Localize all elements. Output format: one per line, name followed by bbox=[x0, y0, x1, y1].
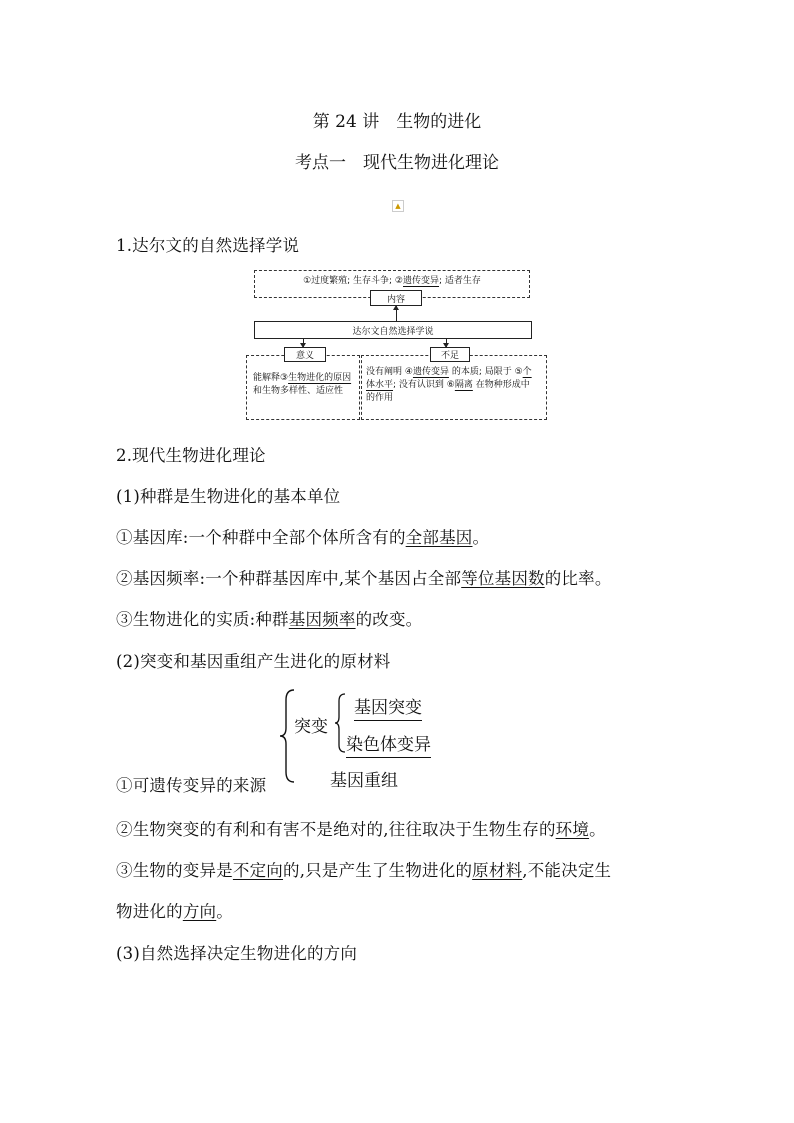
diagram-top-box: ①过度繁殖; 生存斗争; ②遗传变异; 适者生存 bbox=[254, 270, 530, 298]
point-1: (1)种群是生物进化的基本单位 bbox=[116, 487, 341, 506]
brace-gene-mutation: 基因突变 bbox=[354, 693, 422, 721]
diagram-meaning-label: 意义 bbox=[284, 347, 326, 362]
point-2: (2)突变和基因重组产生进化的原材料 bbox=[116, 652, 391, 671]
diagram-content-box: 内容 bbox=[370, 290, 422, 306]
point-2-1: ①可遗传变异的来源 bbox=[116, 776, 267, 795]
heading-darwin: 1.达尔文的自然选择学说 bbox=[116, 236, 300, 255]
diagram-meaning-box: 能解释③生物进化的原因 和生物多样性、适应性 bbox=[246, 355, 360, 420]
diagram-main-box: 达尔文自然选择学说 bbox=[254, 321, 532, 339]
lecture-title: 第 24 讲 生物的进化 bbox=[312, 112, 482, 132]
section-title: 考点一 现代生物进化理论 bbox=[295, 153, 499, 173]
point-1-1: ①基因库:一个种群中全部个体所含有的全部基因。 bbox=[116, 528, 490, 547]
diagram-shortcoming-label: 不足 bbox=[430, 347, 470, 362]
point-2-3: ③生物的变异是不定向的,只是产生了生物进化的原材料,不能决定生 bbox=[116, 861, 612, 880]
brace-mutation: 突变 bbox=[294, 717, 328, 737]
heading-modern-theory: 2.现代生物进化理论 bbox=[116, 446, 266, 465]
point-3: (3)自然选择决定生物进化的方向 bbox=[116, 944, 358, 963]
point-2-3-cont: 物进化的方向。 bbox=[116, 902, 233, 921]
brace-chromosome-variation: 染色体变异 bbox=[346, 730, 431, 758]
point-2-2: ②生物突变的有利和有害不是绝对的,往往取决于生物生存的环境。 bbox=[116, 820, 606, 839]
point-1-2: ②基因频率:一个种群基因库中,某个基因占全部等位基因数的比率。 bbox=[116, 569, 612, 588]
embedded-image-icon: ▲ bbox=[392, 200, 404, 212]
brace-gene-recombination: 基因重组 bbox=[330, 771, 398, 791]
point-1-3: ③生物进化的实质:种群基因频率的改变。 bbox=[116, 610, 423, 629]
diagram-shortcoming-box: 没有阐明 ④遗传变异 的本质; 局限于 ⑤个 体水平; 没有认识到 ⑥隔离 在物种形成中 的作用 bbox=[361, 355, 547, 420]
